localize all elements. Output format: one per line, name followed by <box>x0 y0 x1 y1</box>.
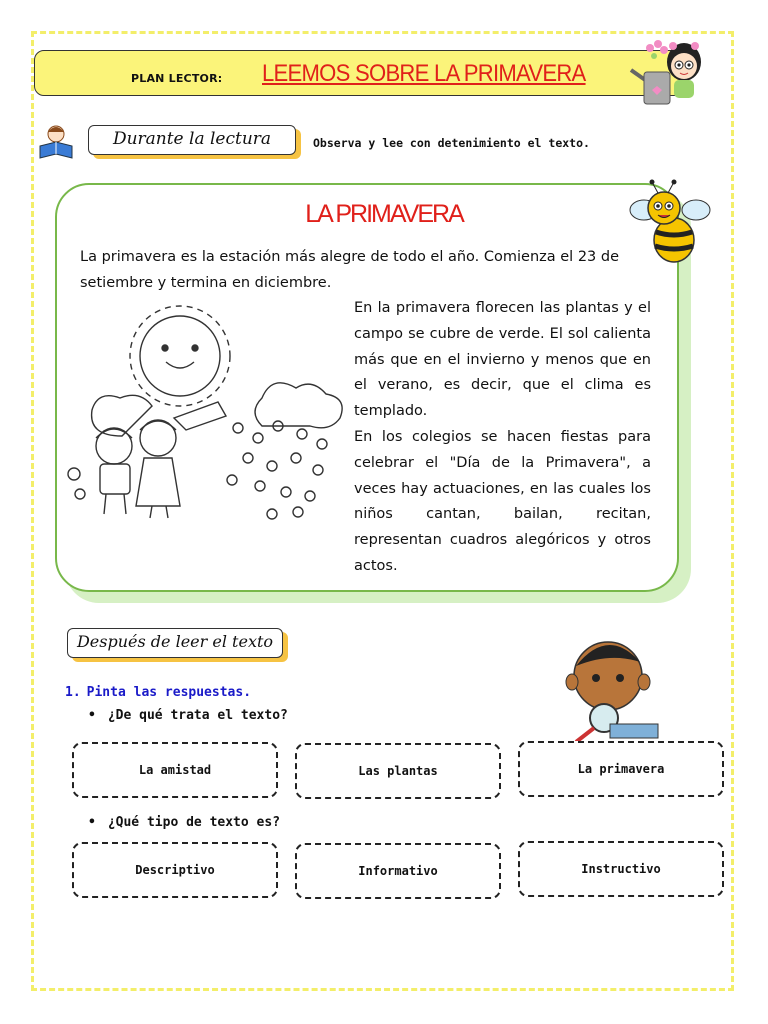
option-la-amistad[interactable]: La amistad <box>72 742 278 798</box>
bullet-icon: • <box>88 708 96 723</box>
option-informativo[interactable]: Informativo <box>295 843 501 899</box>
option-las-plantas[interactable]: Las plantas <box>295 743 501 799</box>
after-reading-label: Después de leer el texto <box>76 632 274 651</box>
boy-magnifier-illustration <box>560 632 680 744</box>
sun-children-garden-illustration <box>62 298 347 523</box>
reading-right-column <box>354 296 651 580</box>
question-1-number: 1. <box>65 685 81 700</box>
question-1 <box>65 685 251 700</box>
girl-watering-can-illustration <box>626 30 706 110</box>
reading-paragraph-3: En los colegios se hacen fiestas para celebrar el "Día de la Primavera", a veces hay actuaciones, en las cuales los niños cantan, bailan, recitan, representan cuadros alegóricos y otros actos. <box>354 428 651 574</box>
question-1-text: Pinta las respuestas. <box>86 685 252 700</box>
reading-instruction: Observa y lee con detenimiento el texto. <box>313 136 590 150</box>
reading-paragraph-1: La primavera es la estación más alegre de todo el año. Comienza el 23 de setiembre y termina en diciembre. <box>80 249 619 291</box>
sun-icon <box>130 306 230 406</box>
during-reading-label: Durante la lectura <box>112 129 272 149</box>
bullet-icon: • <box>88 815 96 830</box>
option-descriptivo[interactable]: Descriptivo <box>72 842 278 898</box>
question-a-text: ¿De qué trata el texto? <box>107 708 288 723</box>
cloud-icon <box>92 383 343 436</box>
flowers-icon <box>68 421 327 519</box>
reading-paragraph-2: En la primavera florecen las plantas y el campo se cubre de verde. El sol calienta más que en el invierno y menos que en el verano, es decir, que el clima es templado. <box>354 300 651 420</box>
children-icon <box>96 402 226 518</box>
option-instructivo[interactable]: Instructivo <box>518 841 724 897</box>
reading-title: LA PRIMAVERA <box>305 200 463 228</box>
question-a <box>88 708 288 723</box>
plan-lector-label: PLAN LECTOR: <box>131 72 223 85</box>
girl-icon <box>667 42 701 98</box>
during-reading-tag <box>88 125 296 155</box>
watering-can-icon <box>631 40 670 104</box>
question-b <box>88 815 280 830</box>
question-b-text: ¿Qué tipo de texto es? <box>107 815 281 830</box>
child-reading-icon <box>36 124 76 160</box>
after-reading-tag <box>67 628 283 658</box>
option-la-primavera[interactable]: La primavera <box>518 741 724 797</box>
main-title: LEEMOS SOBRE LA PRIMAVERA <box>262 60 586 87</box>
